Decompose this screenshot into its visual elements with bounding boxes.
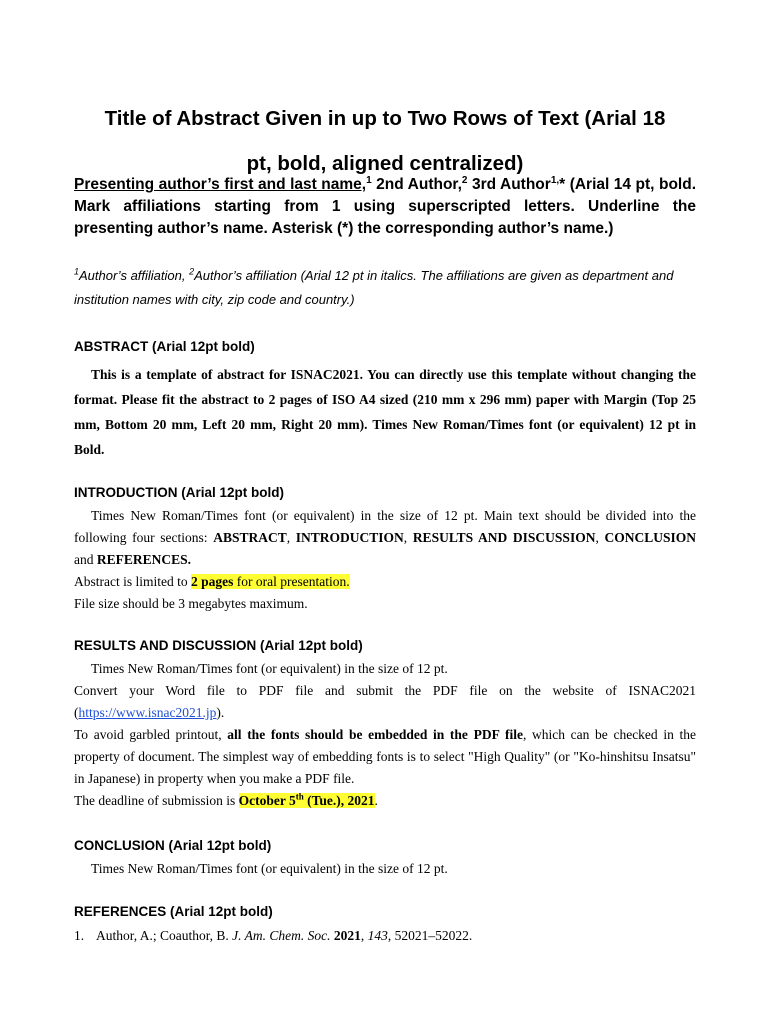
section-references: REFERENCES. <box>96 552 192 567</box>
title-line-2: pt, bold, aligned centralized) <box>246 152 524 175</box>
reference-year: 2021 <box>333 928 361 943</box>
sep: , <box>286 530 296 545</box>
conclusion-paragraph-1: Times New Roman/Times font (or equivalent) in the size of 12 pt. <box>91 861 448 876</box>
abstract-title <box>74 96 696 186</box>
deadline-date-suffix: th <box>295 791 304 802</box>
section-conclusion: CONCLUSION <box>604 530 696 545</box>
author-sup-3: 1, <box>550 174 560 186</box>
introduction-body <box>74 505 696 615</box>
reference-volume: 143 <box>367 928 388 943</box>
submit-text: Convert your Word file to PDF file and submit the PDF file on the website of ISNAC2021 ( <box>74 683 696 720</box>
presenting-author: Presenting author’s first and last name, <box>74 176 367 193</box>
reference-pages: , 52021–52022. <box>387 928 473 943</box>
title-line-1: Title of Abstract Given in up to Two Rows of Text (Arial 18 <box>104 107 666 130</box>
deadline-text: The deadline of submission is <box>74 793 239 808</box>
references-heading: REFERENCES (Arial 12pt bold) <box>74 904 273 919</box>
author-sup-1: 1 <box>366 174 372 186</box>
submit-text-end: ). <box>216 705 225 720</box>
sep: , <box>403 530 413 545</box>
affil-1: Author’s affiliation, <box>79 268 190 283</box>
reference-journal: J. Am. Chem. Soc. <box>232 928 331 943</box>
introduction-heading: INTRODUCTION (Arial 12pt bold) <box>74 485 284 500</box>
website-link[interactable]: https://www.isnac2021.jp <box>78 705 217 720</box>
reference-item <box>74 925 696 947</box>
affil-sup-1: 1 <box>74 266 80 277</box>
author-instructions: * (Arial 14 pt, bold. Mark affiliations starting from 1 using superscripted letters. Underline the presenting author’s name. Asterisk (*) the corresponding author’s name.) <box>74 176 697 237</box>
and-text: and <box>74 552 97 567</box>
results-body <box>74 658 696 812</box>
fonts-text-rest: , which can be checked in the property of document. The simplest way of embedding fonts is to select "High Quality" (or "Ko-hinshitsu Insatsu" in Japanese) in property when you make a PDF file. <box>74 727 696 786</box>
reference-sep: , <box>360 928 368 943</box>
page-limit-text: Abstract is limited to <box>74 574 191 589</box>
references-list <box>74 925 696 947</box>
abstract-body: This is a template of abstract for ISNAC2021. You can directly use this template without changing the format. Please fit the abstract to 2 pages of ISO A4 sized (210 mm x 296 mm) paper with Margin (Top 25 mm, Bottom 20 mm, Left 20 mm, Right 20 mm). Times New Roman/Times font (or equivalent) 12 pt in Bold. <box>74 367 696 457</box>
deadline-date-day: October 5 <box>238 793 296 808</box>
third-author: 3rd Author <box>467 176 551 193</box>
affil-sup-2: 2 <box>189 266 195 277</box>
sep: , <box>595 530 605 545</box>
section-abstract: ABSTRACT <box>213 530 287 545</box>
results-paragraph-3 <box>74 724 696 790</box>
results-heading: RESULTS AND DISCUSSION (Arial 12pt bold) <box>74 638 363 653</box>
intro-paragraph-2 <box>74 571 696 593</box>
conclusion-heading: CONCLUSION (Arial 12pt bold) <box>74 838 272 853</box>
reference-number: 1. <box>74 928 85 943</box>
section-results: RESULTS AND DISCUSSION <box>412 530 596 545</box>
results-paragraph-4 <box>74 790 696 812</box>
deadline-date <box>239 793 375 808</box>
fonts-embedded-note: all the fonts should be embedded in the PDF file <box>227 727 523 742</box>
conclusion-body <box>74 858 696 880</box>
deadline-date-year: (Tue.), 2021 <box>303 793 375 808</box>
fonts-text: To avoid garbled printout, <box>74 727 228 742</box>
results-paragraph-1: Times New Roman/Times font (or equivalent) in the size of 12 pt. <box>91 661 448 676</box>
author-sup-2: 2 <box>461 174 468 186</box>
intro-text: Times New Roman/Times font (or equivalent) in the size of 12 pt. Main text should be divided into the following four sections: <box>74 508 696 545</box>
affiliations <box>74 264 696 312</box>
affil-2: Author’s affiliation (Arial 12 pt in italics. The affiliations are given as department and institution names with city, zip code and country.) <box>74 268 674 307</box>
results-paragraph-2 <box>74 680 696 724</box>
second-author: 2nd Author, <box>371 176 462 193</box>
section-introduction: INTRODUCTION <box>295 530 404 545</box>
reference-authors: Author, A.; Coauthor, B. <box>96 928 233 943</box>
abstract-heading: ABSTRACT (Arial 12pt bold) <box>74 339 255 354</box>
page-limit-highlight: 2 pages <box>191 574 234 589</box>
intro-paragraph-1 <box>74 505 696 571</box>
deadline-period: . <box>374 793 378 808</box>
author-list <box>74 174 696 240</box>
page-limit-highlight-rest: for oral presentation. <box>233 574 350 589</box>
intro-paragraph-3: File size should be 3 megabytes maximum. <box>74 596 308 611</box>
